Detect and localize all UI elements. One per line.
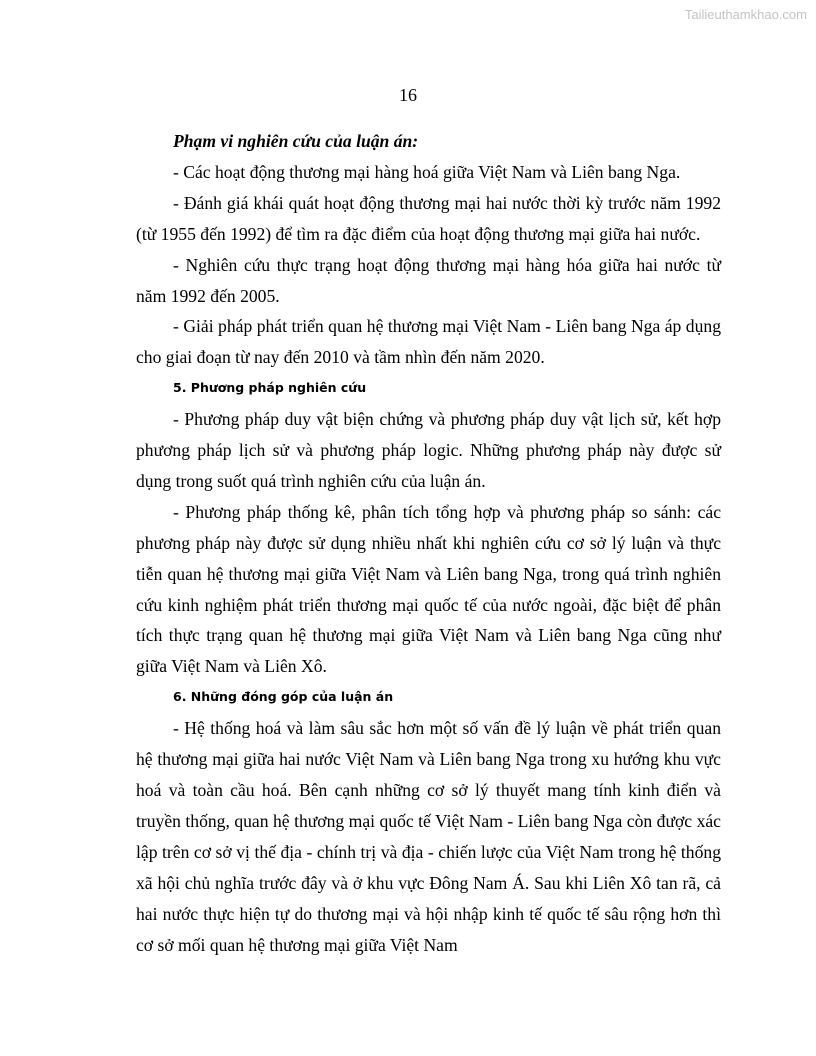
- section-5-heading: 5. Phương pháp nghiên cứu: [173, 380, 367, 396]
- section-6-item-1: - Hệ thống hoá và làm sâu sắc hơn một số vấn đề lý luận về phát triển quan hệ thương mại giữa hai nước Việt Nam và Liên bang Nga trong xu hướng khu vực hoá và toàn cầu hoá. Bên cạnh những cơ sở lý thuyết mang tính kinh điển và truyền thống, quan hệ thương mại quốc tế Việt Nam - Liên bang Nga còn được xác lập trên cơ sở vị thế địa - chính trị và địa - chiến lược của Việt Nam trong hệ thống xã hội chủ nghĩa trước đây và ở khu vực Đông Nam Á. Sau khi Liên Xô tan rã, cả hai nước thực hiện tự do thương mại và hội nhập kinh tế quốc tế sâu rộng hơn thì cơ sở mối quan hệ thương mại giữa Việt Nam: [136, 718, 721, 955]
- scope-item-2: - Đánh giá khái quát hoạt động thương mại hai nước thời kỳ trước năm 1992 (từ 1955 đến 1992) để tìm ra đặc điểm của hoạt động thương mại giữa hai nước.: [136, 192, 721, 244]
- scope-item-3: - Nghiên cứu thực trạng hoạt động thương mại hàng hóa giữa hai nước từ năm 1992 đến 2005.: [136, 254, 721, 306]
- watermark: Tailieuthamkhao.com: [684, 7, 807, 22]
- section-5-item-1: - Phương pháp duy vật biện chứng và phương pháp duy vật lịch sử, kết hợp phương pháp lịch sử và phương pháp logic. Những phương pháp này được sử dụng trong suốt quá trình nghiên cứu của luận án.: [136, 409, 721, 491]
- section-6-heading: 6. Những đóng góp của luận án: [173, 689, 394, 705]
- scope-item-1: - Các hoạt động thương mại hàng hoá giữa Việt Nam và Liên bang Nga.: [173, 161, 681, 182]
- document-body: [136, 126, 721, 960]
- section-5-item-2: - Phương pháp thống kê, phân tích tổng hợp và phương pháp so sánh: các phương pháp này được sử dụng nhiều nhất khi nghiên cứu cơ sở lý luận và thực tiễn quan hệ thương mại giữa Việt Nam và Liên bang Nga, trong quá trình nghiên cứu kinh nghiệm phát triển thương mại quốc tế của nước ngoài, đặc biệt để phân tích thực trạng quan hệ thương mại giữa Việt Nam và Liên bang Nga cũng như giữa Việt Nam và Liên Xô.: [136, 501, 721, 677]
- scope-heading: Phạm vi nghiên cứu của luận án:: [173, 131, 419, 151]
- page-number: 16: [399, 85, 417, 105]
- scope-item-4: - Giải pháp phát triển quan hệ thương mại Việt Nam - Liên bang Nga áp dụng cho giai đoạn từ nay đến 2010 và tầm nhìn đến năm 2020.: [136, 316, 721, 368]
